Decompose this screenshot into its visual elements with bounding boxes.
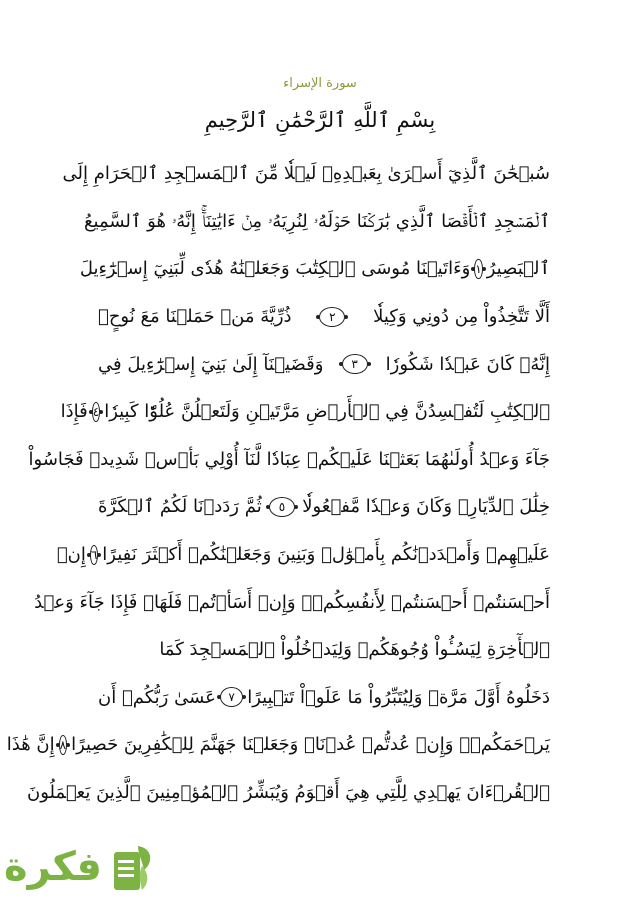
verse-text: ٱلۡكِتَٰبِ لَتُفۡسِدُنَّ فِي ٱلۡأَرۡضِ مَرَّتَيۡنِ وَلَتَعۡلُنَّ عُلُوّٗا كَبِيرٗا bbox=[104, 401, 550, 423]
verse-line bbox=[79, 245, 550, 293]
verse-text: يَرۡحَمَكُمۡۚ وَإِنۡ عُدتُّمۡ عُدۡنَاۚ وَجَعَلۡنَا جَهَنَّمَ لِلۡكَٰفِرِينَ حَصِيرًا bbox=[71, 734, 550, 756]
verse-text: إِنَّ هَٰذَا bbox=[6, 734, 55, 756]
verse-text: سُبۡحَٰنَ ٱلَّذِيٓ أَسۡرَىٰ بِعَبۡدِهِۦ لَيۡلٗا مِّنَ ٱلۡمَسۡجِدِ ٱلۡحَرَامِ إِلَى bbox=[62, 163, 550, 185]
logo-text: فكرة bbox=[4, 844, 102, 890]
verse-text: عَسَىٰ رَبُّكُمۡ أَن bbox=[98, 686, 216, 708]
verse-line bbox=[26, 769, 550, 817]
verse-text: وَءَاتَيۡنَا مُوسَى ٱلۡكِتَٰبَ وَجَعَلۡنَٰهُ هُدٗى لِّبَنِيٓ إِسۡرَٰٓءِيلَ bbox=[79, 258, 471, 280]
ayah-number-marker: ٨ bbox=[59, 735, 67, 755]
surah-title: سورة الإسراء bbox=[283, 76, 357, 91]
verse-line bbox=[98, 293, 550, 341]
basmala: بِسْمِ ٱللَّهِ ٱلرَّحْمَٰنِ ٱلرَّحِيمِ bbox=[204, 108, 436, 132]
verse-text: خِلَٰلَ ٱلدِّيَارِۚ وَكَانَ وَعۡدٗا مَّفۡعُولٗا bbox=[302, 496, 550, 518]
verse-text: ٱلۡبَصِيرُ bbox=[486, 258, 550, 280]
verses-block bbox=[6, 150, 550, 816]
ayah-number-marker: ٦ bbox=[90, 545, 98, 565]
verse-text: إِنۡ bbox=[56, 544, 86, 566]
verse-text: ثُمَّ رَدَدۡنَا لَكُمُ ٱلۡكَرَّةَ bbox=[98, 496, 262, 518]
verse-line bbox=[98, 483, 550, 531]
ayah-number-marker: ٢ bbox=[319, 307, 345, 327]
verse-line bbox=[34, 578, 550, 626]
ayah-number-marker: ٣ bbox=[342, 354, 368, 374]
verse-text: فَإِذَا bbox=[60, 401, 88, 423]
book-leaf-icon bbox=[108, 842, 156, 896]
verse-line bbox=[83, 198, 550, 246]
ayah-number-marker: ٤ bbox=[92, 402, 100, 422]
verse-line bbox=[98, 340, 550, 388]
site-logo[interactable] bbox=[0, 840, 170, 900]
verse-line bbox=[98, 674, 550, 722]
verse-line bbox=[28, 436, 550, 484]
verse-line bbox=[62, 150, 550, 198]
verse-text: أَلَّا تَتَّخِذُواْ مِن دُونِي وَكِيلٗا bbox=[373, 306, 550, 328]
verse-text: ٱلۡقُرۡءَانَ يَهۡدِي لِلَّتِي هِيَ أَقۡوَمُ وَيُبَشِّرُ ٱلۡمُؤۡمِنِينَ ٱلَّذِينَ يَعۡمَلُونَ bbox=[26, 782, 550, 804]
verse-text: إِنَّهُۥ كَانَ عَبۡدٗا شَكُورٗا bbox=[385, 353, 550, 375]
verse-line bbox=[6, 721, 550, 769]
verse-text: وَقَضَيۡنَآ إِلَىٰ بَنِيٓ إِسۡرَٰٓءِيلَ فِي bbox=[98, 353, 324, 375]
ayah-number-marker: ٥ bbox=[269, 497, 295, 517]
verse-text: أَحۡسَنتُمۡ أَحۡسَنتُمۡ لِأَنفُسِكُمۡۖ وَإِنۡ أَسَأۡتُمۡ فَلَهَاۚ فَإِذَا جَآءَ وَعۡدُ bbox=[34, 591, 550, 613]
verse-text: ذُرِّيَّةَ مَنۡ حَمَلۡنَا مَعَ نُوحٍۚ bbox=[98, 306, 292, 328]
verse-text: دَخَلُوهُ أَوَّلَ مَرَّةٖ وَلِيُتَبِّرُواْ مَا عَلَوۡاْ تَتۡبِيرًا bbox=[247, 686, 550, 708]
verse-text: عَلَيۡهِمۡ وَأَمۡدَدۡنَٰكُم بِأَمۡوَٰلٖ وَبَنِينَ وَجَعَلۡنَٰكُمۡ أَكۡثَرَ نَفِيرًا bbox=[102, 544, 550, 566]
verse-line bbox=[56, 531, 550, 579]
ayah-number-marker: ١ bbox=[474, 259, 482, 279]
verse-line bbox=[60, 388, 550, 436]
verse-line bbox=[98, 626, 550, 674]
verse-text: ٱلۡمَسۡجِدِ ٱلۡأَقۡصَا ٱلَّذِي بَٰرَكۡنَا حَوۡلَهُۥ لِنُرِيَهُۥ مِنۡ ءَايَٰتِنَآۚ إِنَّهُۥ هُوَ ٱلسَّمِيعُ bbox=[83, 210, 550, 232]
ayah-number-marker: ٧ bbox=[220, 687, 243, 707]
verse-text: جَآءَ وَعۡدُ أُولَىٰهُمَا بَعَثۡنَا عَلَيۡكُمۡ عِبَادٗا لَّنَآ أُوْلِي بَأۡسٖ شَدِيدٖ فَجَاسُواْ bbox=[28, 448, 550, 470]
verse-text: ٱلۡأٓخِرَةِ لِيَسُـُٔواْ وُجُوهَكُمۡ وَلِيَدۡخُلُواْ ٱلۡمَسۡجِدَ كَمَا bbox=[159, 639, 550, 661]
